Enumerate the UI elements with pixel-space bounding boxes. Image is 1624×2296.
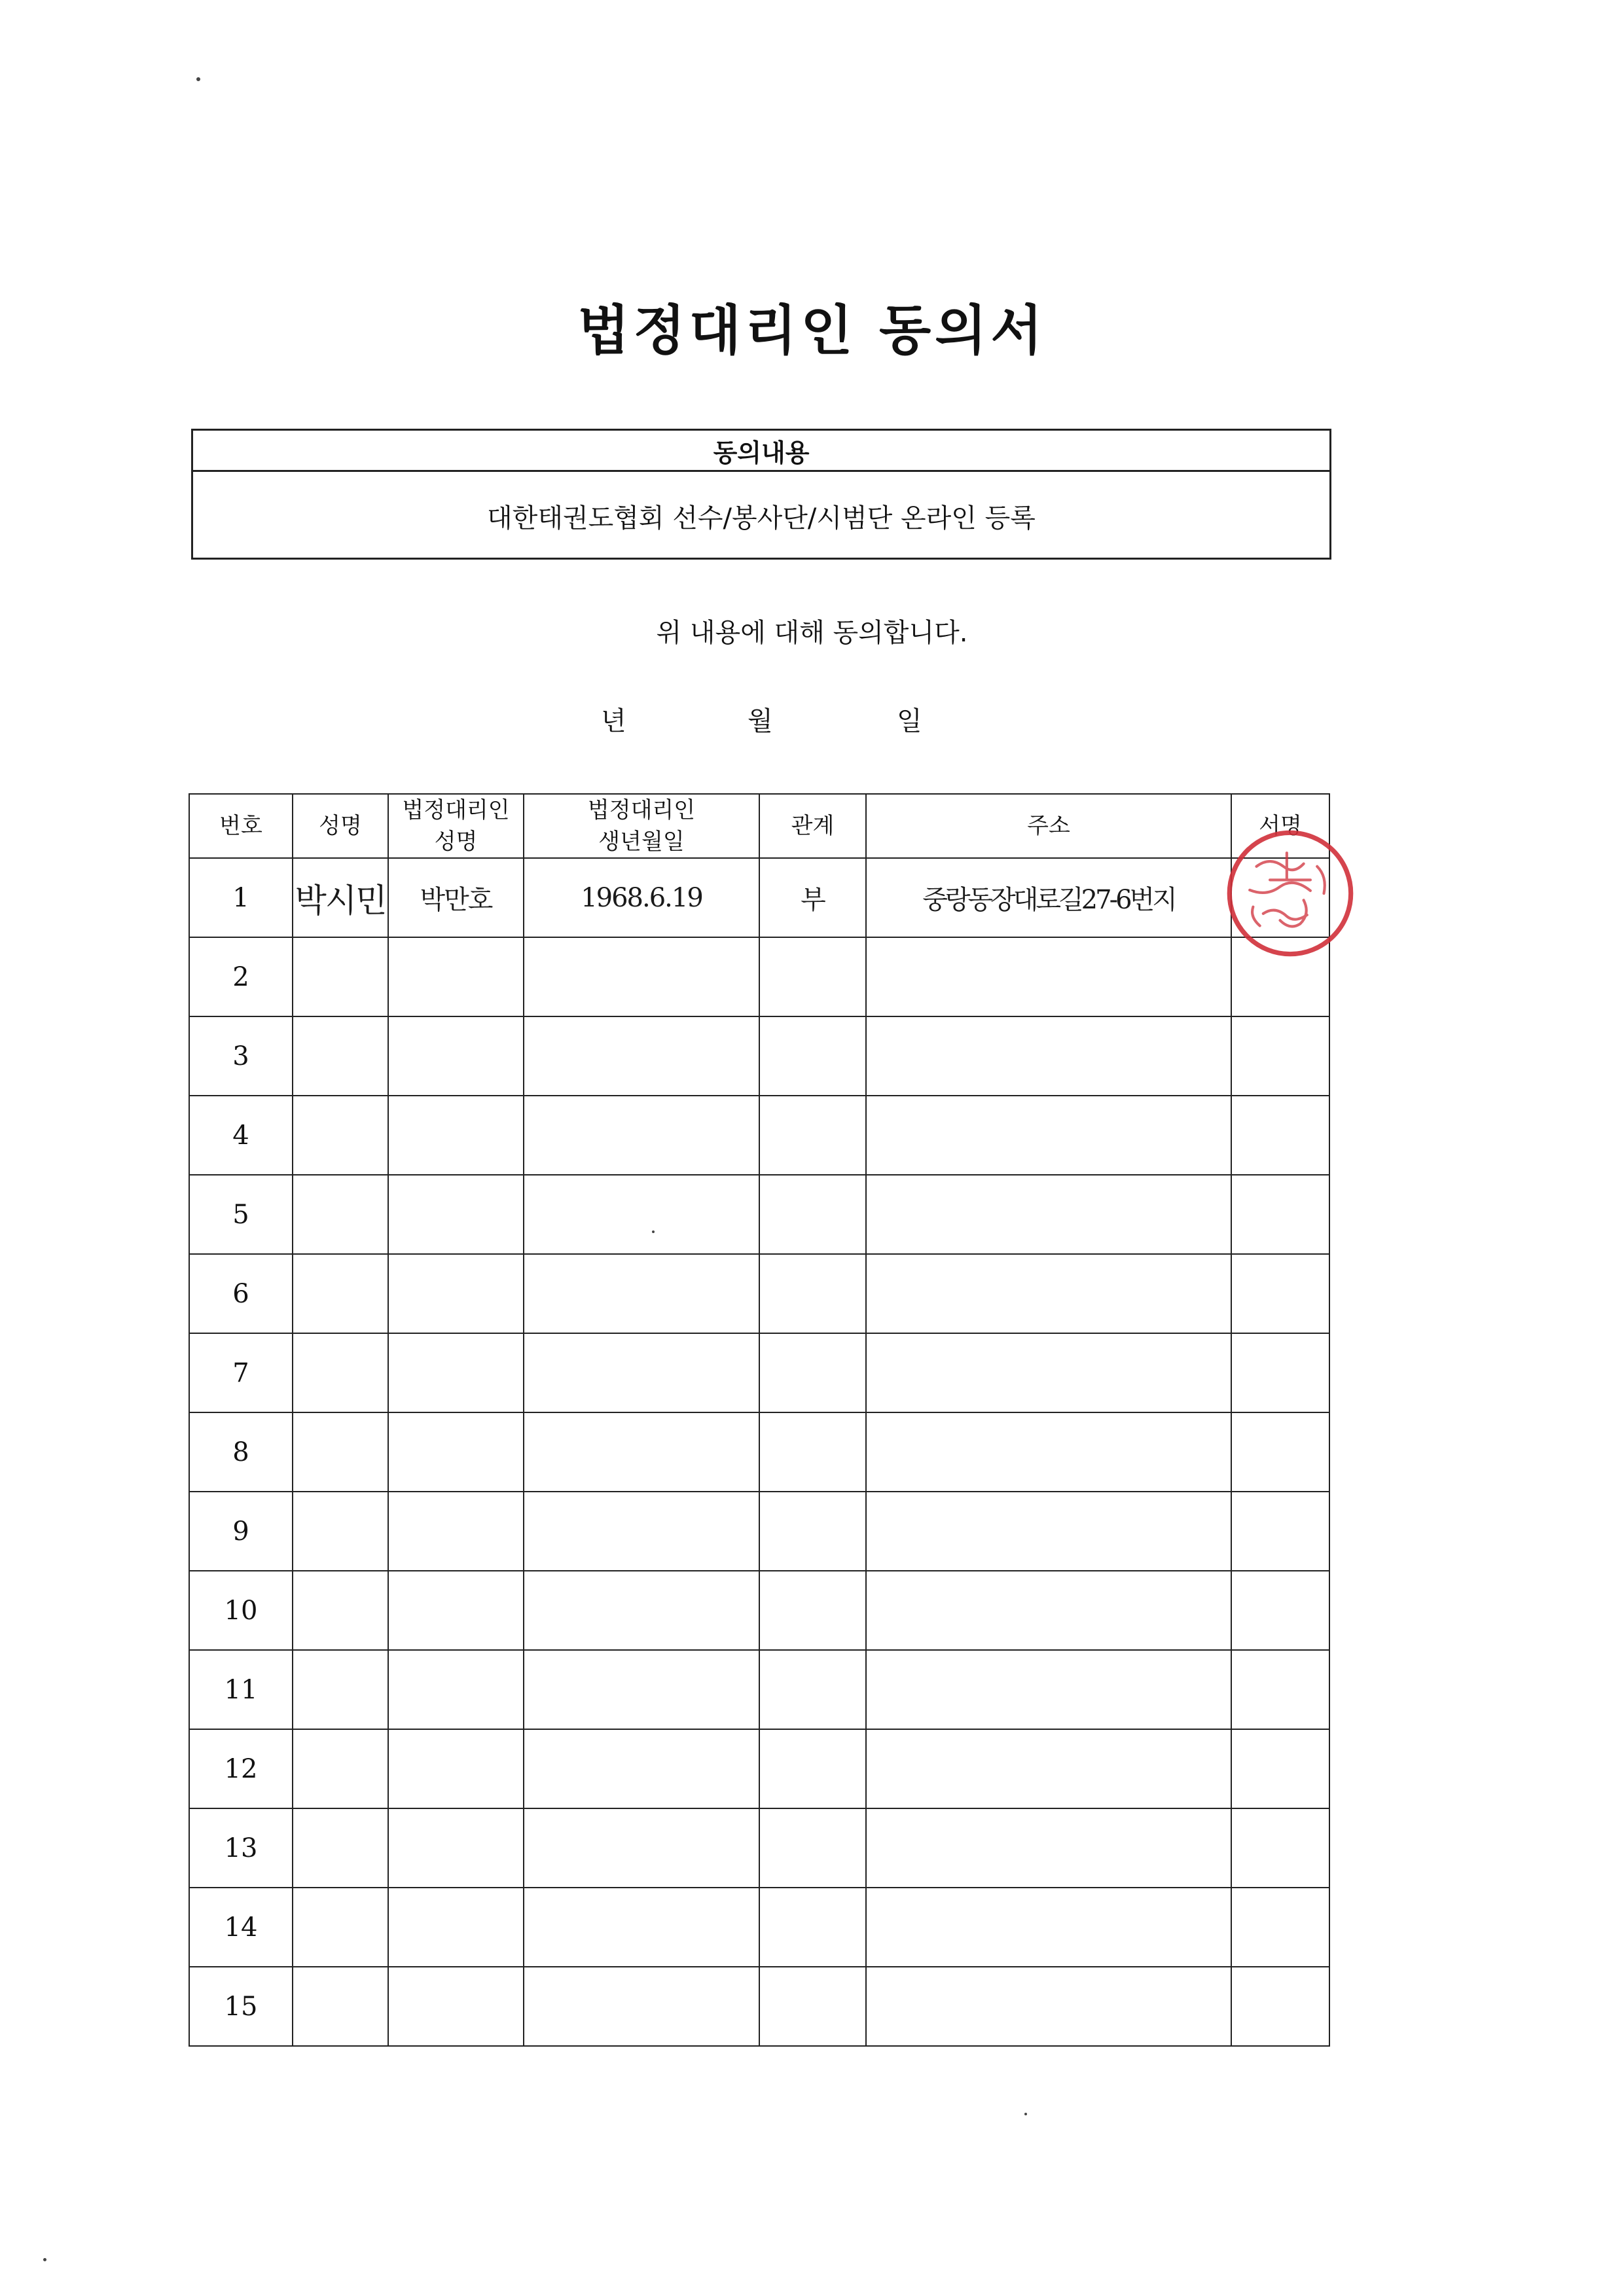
cell-guardian-birth[interactable] [524,1967,759,2046]
cell-guardian-birth[interactable]: 1968.6.19 [524,858,759,937]
cell-guardian-name[interactable] [388,1333,524,1412]
cell-relation[interactable] [759,937,866,1016]
table-row [189,1967,1329,2046]
cell-guardian-birth[interactable] [524,1096,759,1175]
cell-relation[interactable] [759,1650,866,1729]
table-row [189,1888,1329,1967]
cell-guardian-name[interactable] [388,1175,524,1254]
cell-no: 6 [189,1254,293,1333]
header-guardian-birth-line2: 생년월일 [598,829,685,855]
table-row [189,1808,1329,1888]
table-row [189,858,1329,937]
header-address: 주소 [866,794,1231,858]
cell-relation[interactable] [759,1254,866,1333]
date-day-label: 일 [897,706,922,736]
cell-signature[interactable] [1231,1492,1329,1571]
cell-signature[interactable] [1231,1412,1329,1492]
cell-address[interactable] [866,1650,1231,1729]
cell-no: 7 [189,1333,293,1412]
cell-name[interactable] [293,1967,388,2046]
cell-signature[interactable] [1231,1729,1329,1808]
cell-signature[interactable] [1231,1016,1329,1096]
header-guardian-birth-line1: 법정대리인 [587,797,696,823]
cell-guardian-birth[interactable] [524,1412,759,1492]
cell-address[interactable] [866,1175,1231,1254]
cell-guardian-name[interactable] [388,1492,524,1571]
scan-speck [43,2258,46,2261]
cell-guardian-birth[interactable] [524,1729,759,1808]
cell-address[interactable] [866,1492,1231,1571]
header-guardian-name-line1: 법정대리인 [402,797,510,823]
table-row [189,1254,1329,1333]
cell-relation[interactable]: 부 [759,858,866,937]
cell-signature[interactable] [1231,1096,1329,1175]
cell-name[interactable] [293,1175,388,1254]
cell-relation[interactable] [759,1333,866,1412]
table-row [189,1412,1329,1492]
scan-speck [652,1230,655,1233]
cell-relation[interactable] [759,1808,866,1888]
header-guardian-birth [524,794,759,858]
scan-speck [196,77,200,81]
cell-guardian-birth[interactable] [524,1016,759,1096]
cell-guardian-birth[interactable] [524,1888,759,1967]
cell-guardian-name[interactable] [388,1412,524,1492]
cell-guardian-birth[interactable] [524,1650,759,1729]
cell-no: 9 [189,1492,293,1571]
cell-signature[interactable] [1231,1175,1329,1254]
cell-no: 15 [189,1967,293,2046]
cell-address[interactable] [866,1967,1231,2046]
cell-signature[interactable] [1231,1888,1329,1967]
cell-guardian-name[interactable] [388,1096,524,1175]
cell-guardian-name[interactable]: 박만호 [388,858,524,937]
table-row [189,1729,1329,1808]
table-header-row [189,794,1329,858]
cell-no: 11 [189,1650,293,1729]
cell-relation[interactable] [759,1412,866,1492]
table-row [189,1650,1329,1729]
cell-address[interactable] [866,1254,1231,1333]
table-row [189,1016,1329,1096]
cell-signature[interactable] [1231,1967,1329,2046]
cell-relation[interactable] [759,1492,866,1571]
cell-address[interactable] [866,1888,1231,1967]
cell-no: 8 [189,1412,293,1492]
cell-signature[interactable] [1231,1571,1329,1650]
cell-name[interactable] [293,1571,388,1650]
cell-name[interactable] [293,1888,388,1967]
cell-no: 13 [189,1808,293,1888]
cell-guardian-name[interactable] [388,1729,524,1808]
cell-relation[interactable] [759,1729,866,1808]
cell-guardian-name[interactable] [388,1571,524,1650]
cell-relation[interactable] [759,1571,866,1650]
cell-address[interactable] [866,1016,1231,1096]
date-year-label: 년 [601,706,626,736]
cell-address[interactable] [866,1412,1231,1492]
cell-name[interactable] [293,1808,388,1888]
cell-signature[interactable] [1231,1808,1329,1888]
cell-no: 2 [189,937,293,1016]
cell-address[interactable] [866,1808,1231,1888]
cell-no: 4 [189,1096,293,1175]
cell-guardian-birth[interactable] [524,937,759,1016]
cell-name[interactable] [293,1254,388,1333]
cell-address[interactable] [866,1729,1231,1808]
cell-guardian-birth[interactable] [524,1254,759,1333]
cell-name[interactable] [293,1492,388,1571]
consent-box [191,429,1331,560]
cell-relation[interactable] [759,1888,866,1967]
header-name: 성명 [293,794,388,858]
cell-guardian-name[interactable] [388,1016,524,1096]
cell-signature[interactable] [1231,1333,1329,1412]
table-row [189,1492,1329,1571]
cell-guardian-name[interactable] [388,1967,524,2046]
cell-address[interactable] [866,937,1231,1016]
agreement-statement: 위 내용에 대해 동의합니다. [656,618,968,648]
cell-no: 3 [189,1016,293,1096]
table-row [189,937,1329,1016]
consent-body: 대한태권도협회 선수/봉사단/시범단 온라인 등록 [487,503,1036,533]
cell-guardian-name[interactable] [388,1888,524,1967]
cell-address[interactable] [866,1571,1231,1650]
date-month-label: 월 [748,706,773,736]
cell-guardian-birth[interactable] [524,1333,759,1412]
cell-guardian-birth[interactable] [524,1492,759,1571]
cell-guardian-name[interactable] [388,1650,524,1729]
cell-no: 5 [189,1175,293,1254]
header-signature: 서명 [1231,794,1329,858]
cell-guardian-name[interactable] [388,1254,524,1333]
cell-no: 1 [189,858,293,937]
cell-no: 14 [189,1888,293,1967]
cell-name[interactable] [293,1650,388,1729]
cell-relation[interactable] [759,1016,866,1096]
cell-name[interactable] [293,1412,388,1492]
table-row [189,1333,1329,1412]
scan-speck [1024,2113,1027,2115]
cell-no: 10 [189,1571,293,1650]
cell-guardian-birth[interactable] [524,1571,759,1650]
cell-address[interactable] [866,1333,1231,1412]
document-title: 법정대리인 동의서 [577,299,1047,362]
cell-address[interactable] [866,1096,1231,1175]
cell-address[interactable]: 중랑동장대로길27-6번지 [866,858,1231,937]
header-guardian-name-line2: 성명 [434,829,478,855]
cell-guardian-birth[interactable] [524,1808,759,1888]
header-relation: 관계 [759,794,866,858]
cell-guardian-name[interactable] [388,937,524,1016]
cell-relation[interactable] [759,1967,866,2046]
cell-signature[interactable] [1231,1650,1329,1729]
cell-name[interactable] [293,1729,388,1808]
cell-name[interactable] [293,1096,388,1175]
cell-guardian-birth[interactable] [524,1175,759,1254]
header-no: 번호 [189,794,293,858]
cell-guardian-name[interactable] [388,1808,524,1888]
cell-signature[interactable] [1231,1254,1329,1333]
table-row [189,1175,1329,1254]
header-guardian-name [388,794,524,858]
consent-roster-table [189,793,1329,2047]
table-row [189,1571,1329,1650]
cell-name[interactable] [293,1016,388,1096]
cell-name[interactable]: 박시민 [293,858,388,937]
cell-no: 12 [189,1729,293,1808]
table-row [189,1096,1329,1175]
cell-relation[interactable] [759,1175,866,1254]
cell-name[interactable] [293,1333,388,1412]
red-seal-stamp-icon [1223,826,1358,961]
consent-header: 동의내용 [193,431,1329,472]
cell-name[interactable] [293,937,388,1016]
cell-relation[interactable] [759,1096,866,1175]
